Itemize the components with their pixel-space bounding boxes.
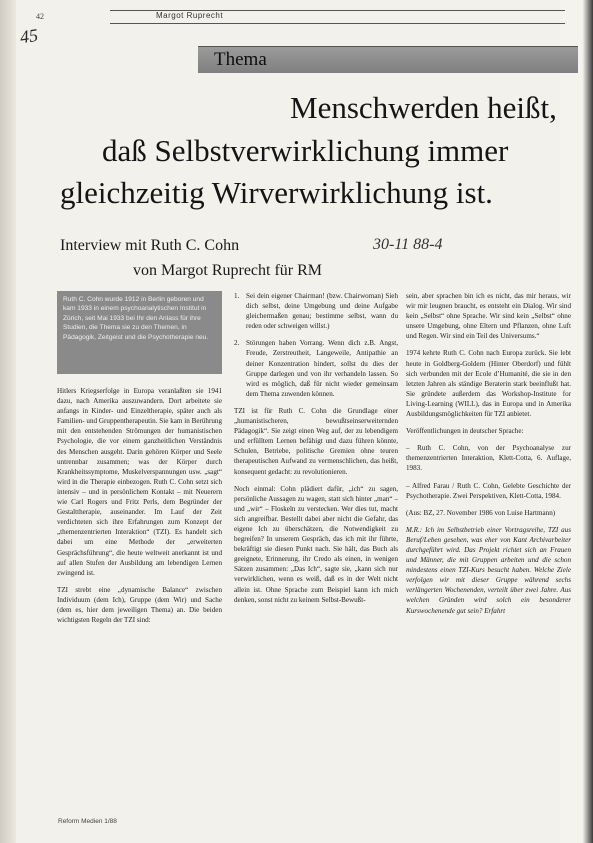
footer-source: Reform Medien 1/88 — [58, 818, 117, 825]
col3-paragraph: Veröffentlichungen in deutscher Sprache: — [406, 427, 524, 436]
column-2 — [234, 291, 398, 612]
author-info-box — [57, 291, 222, 374]
col3-paragraph: (Aus: BZ, 27. November 1986 von Luise Hartmann) — [406, 508, 556, 517]
col3-paragraph: – Ruth C. Cohn, von der Psychoanalyse zur themenzentrierten Interaktion, Klett-Cotta, 6. Auflage, 1983. — [406, 444, 571, 473]
rule-item-2 — [234, 338, 398, 399]
col1-paragraph: TZI strebt eine „dynamische Balance“ zwischen Individuum (dem Ich), Gruppe (dem Wir) und Sache (dem es, hier dem jeweiligen Thema) an. Die beiden wichtigsten Regeln der TZI sind: — [57, 585, 222, 625]
col1-paragraph: Hitlers Kriegserfolge in Europa veranlaßten sie 1941 dazu, nach Amerika auszuwandern. Dort arbeitete sie anfangs in Kinder- und Einzeltherapie, später auch als Familien- und Gruppentherapeutin. Sie kam in Berührung mit den entstehenden Strömungen der humanistischen Psychologie, die vor einem ganzheitlichen Verständnis des Menschen ausgeht. Darin gehören Körper und Seele untrennbar zusammen; was der Körper durch Krankheitssymptome, Muskelverspannungen usw. „sagt“ wird in die Therapie einbezogen. Ruth C. Cohn setzt sich intensiv – und in persönlichem Kontakt – mit Neuerern wie Carl Rogers und Fritz Perls, dem Begründer der Gestalttherapie, auseinander. Im Lauf der Zeit verdichteten sich ihre Erfahrungen zum Konzept der „themenzentrierten Interaktion“ (TZI). Es handelt sich dabei um eine Methode der „erweiterten Gesprächsführung“, die heute weltweit anerkannt ist und auf allen Stufen der Ausbildung am lebendigen Lernen zwingend ist. — [57, 387, 222, 577]
headline-line-3: gleichzeitig Wirverwirklichung ist. — [60, 175, 493, 210]
interview-question: M.R.: Ich im Selbstbetrieb einer Vortragsreihe, TZI aus Beruf/Leben gesehen, was eher von Kant Archivarbeiter durchgeführt wird. Das Projekt richtet sich an Frauen und Männer, die mit Gruppen arbeiten und die schon mindestens einen TZI-Kurs besucht haben. Welche Ziele verfolgen wir mit dieser Gruppe während sechs verlängerten Wochenenden, verteilt über zwei Jahre. Aus welchen Gründen wird solch ein besonderer Kurswochenende gut sein? Erfahrt — [406, 525, 571, 615]
rule-number: 2. — [234, 339, 240, 348]
col2-paragraph: TZI ist für Ruth C. Cohn die Grundlage einer „humanistischeren, bewußtseinserweiternden Pädagogik“. Sie zeigt einen Weg auf, der zu lebendigem und erfülltem Lernen befähigt und dazu führen könnte, Schulen, Betriebe, politische Gremien ohne teuren therapeutischen Aufwand zu vermenschlichen, das heißt, konsequent gedacht: zu revolutionieren. — [234, 406, 398, 476]
binding-margin — [0, 0, 16, 843]
rule-text: Sei dein eigener Chairman! (bzw. Chairwoman) Sieh dich selbst, deine Umgebung und deine Aufgabe gleichermaßen genau; bestimme selbst, wann du reden oder schweigen willst.) — [246, 292, 398, 331]
col2-paragraph: Noch einmal: Cohn plädiert dafür, „ich“ zu sagen, persönliche Aussagen zu wagen, statt sich hinter „man“ – und „wir“ – Floskeln zu verstecken. Wer dies tut, macht sich angreifbar. Bestellt dabei aber nicht die Gefahr, das eigene Ich zu überschätzen, die Notwendigkeit zu begreifen? In unserem Gespräch, das ich mit ihr führte, bekräftigt sie diesen Punkt nach. Sie hält, das Buch als geeignete, Erinnerung, ihr Credo als einen, in wenigen Sätzen zusammen: „Das Ich“, sagte sie, „kann sich nur verwirklichen, wenn es weiß, daß es in der Welt nicht allein ist. Ohne Sprache zum Beispiel kann ich mich denken, sonst nicht zu keinem Selbst-Bewußt- — [234, 484, 398, 604]
rule-number: 1. — [234, 292, 240, 300]
headline-line-1: Menschwerden heißt, — [290, 90, 557, 125]
section-label: Thema — [214, 49, 267, 70]
subtitle-line-1: Interview mit Ruth C. Cohn — [60, 237, 240, 254]
handwritten-numbers: 30-11 88-4 — [373, 236, 443, 253]
rule-text: Störungen haben Vorrang. Wenn dich z.B. Angst, Freude, Zerstreutheit, Langeweile, Antipathie an deiner Konzentration hindert, sollst du dies der Gruppe darlegen und von ihr verhandeln lassen. So wird es möglich, daß für nicht wieder gemeinsam dem Thema zuwenden können. — [246, 339, 398, 398]
page-edge-shadow — [583, 0, 593, 843]
col3-paragraph: – Alfred Farau / Ruth C. Cohn, Gelebte Geschichte der Psychotherapie. Zwei Perspektiven, Klett-Cotta, 1984. — [406, 481, 571, 500]
col3-paragraph: sein, aber sprachen bin ich es nicht, das mir heraus, wir wir mir leugnen braucht, es entsteht ein Dialog. Wir sind kein „Selbst“ ohne Sprache. Wir sind kein „Selbst“ ohne unsere Umgebung, ohne Eltern und Pflanzen, ohne Luft und Regen. Wir sind ein Teil des Universums.“ — [406, 292, 571, 341]
column-3 — [406, 291, 571, 623]
running-head-text: Margot Ruprecht — [156, 11, 224, 20]
section-banner — [198, 46, 578, 73]
rule-item-1 — [234, 291, 398, 331]
page-number: 42 — [36, 12, 44, 21]
headline-line-2: daß Selbstverwirklichung immer — [102, 133, 509, 168]
handwritten-margin-note: 45 — [18, 24, 40, 48]
col3-paragraph: 1974 kehrte Ruth C. Cohn nach Europa zurück. Sie lebt heute in Goldberg-Goldern (Hinter Oberdorf) und fühlt sich verbunden mit der Ecole d’Humanité, die sie in den letzten Jahren als ständige Beraterin stark beeinflußt hat. Sie gründete außerdem das Workshop-Institute for Living-Learning (WILL), das in Europa und in Amerika Ausbildungsmöglichkeiten für TZI anbietet. — [406, 349, 571, 419]
running-head — [110, 10, 565, 24]
info-box-text: Ruth C. Cohn wurde 1912 in Berlin geboren und kam 1933 in einem psychoanalytischen Institut in Zürich, seit Mai 1933 bei Ihr den Anlass für ihre Studien, die Thema sie zu den Themen, in Pädagogik, Zeitgeist und die Psychotherapie neu. — [63, 296, 209, 341]
subtitle-line-2: von Margot Ruprecht für RM — [133, 262, 323, 279]
column-1 — [57, 386, 222, 632]
